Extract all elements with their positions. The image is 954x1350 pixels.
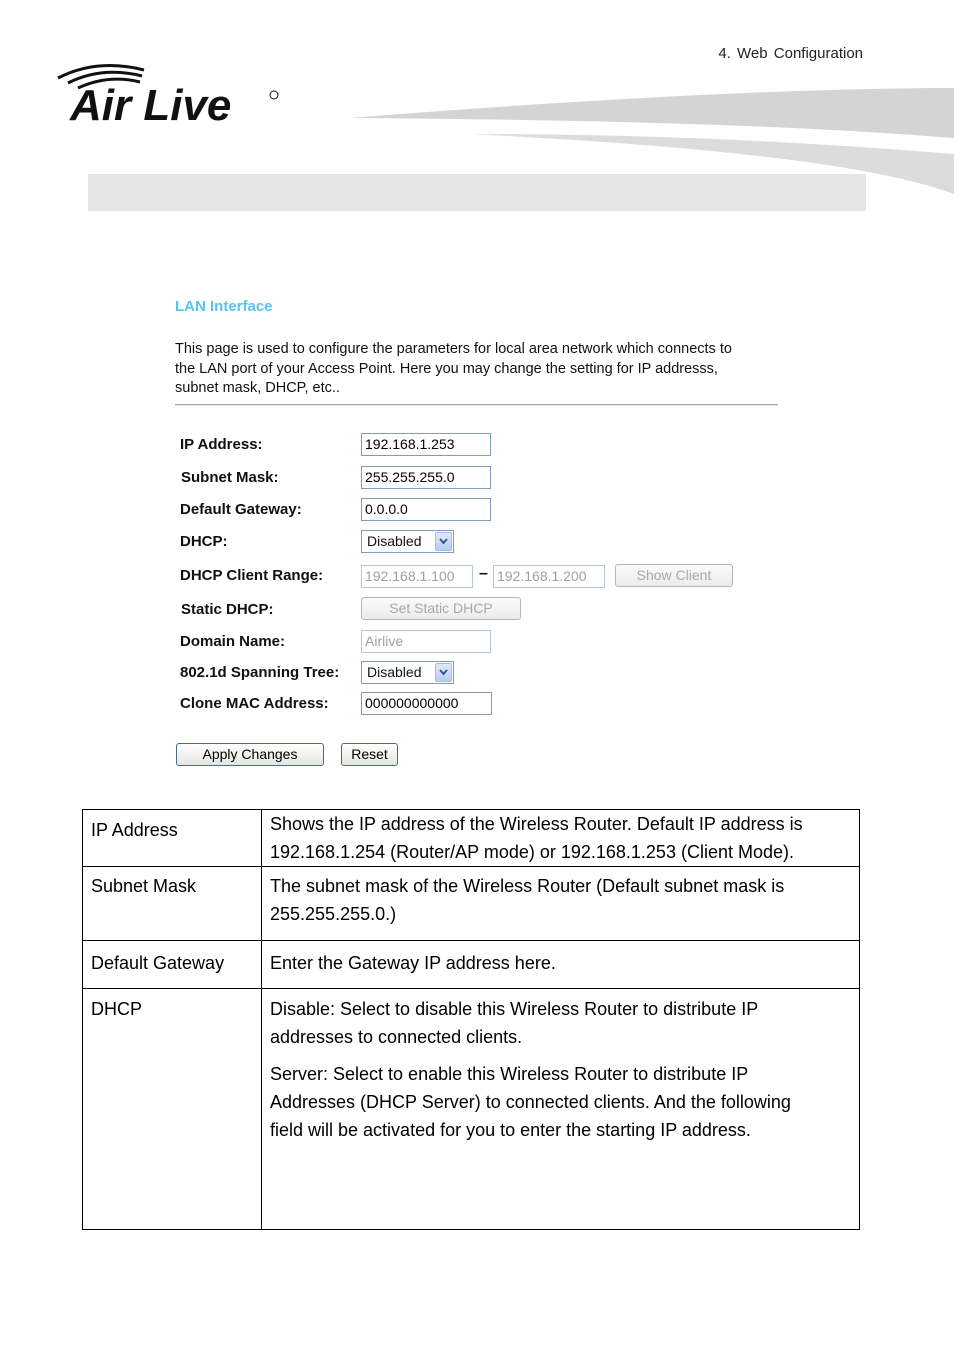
panel-title: LAN Interface [175, 298, 273, 315]
term-cell: Default Gateway [83, 941, 262, 989]
description-line: field will be activated for you to enter the starting IP address. [270, 1120, 751, 1140]
description-cell [262, 989, 860, 1230]
dhcp-range-end-input[interactable]: 192.168.1.200 [493, 565, 605, 588]
ip-address-input[interactable]: 192.168.1.253 [361, 433, 491, 456]
description-line: The subnet mask of the Wireless Router (Default subnet mask is [270, 876, 785, 896]
spanning-tree-label: 802.1d Spanning Tree: [180, 664, 340, 681]
chevron-down-icon[interactable] [435, 532, 452, 551]
domain-name-label: Domain Name: [180, 633, 286, 650]
table-row [83, 810, 860, 867]
dhcp-client-range-label: DHCP Client Range: [180, 567, 324, 584]
dhcp-select-value: Disabled [367, 533, 422, 549]
dhcp-range-start-input[interactable]: 192.168.1.100 [361, 565, 473, 588]
domain-name-input[interactable]: Airlive [361, 630, 491, 653]
clone-mac-label: Clone MAC Address: [180, 695, 329, 712]
term-cell: IP Address [83, 810, 262, 867]
description-cell [262, 810, 860, 867]
static-dhcp-label: Static DHCP: [181, 601, 274, 618]
description-line: the LAN port of your Access Point. Here you may change the setting for IP addresss, [175, 360, 718, 377]
description-line: Disable: Select to disable this Wireless Router to distribute IP [270, 999, 759, 1019]
subnet-mask-label: Subnet Mask: [181, 469, 279, 486]
description-cell: Enter the Gateway IP address here. [262, 941, 860, 989]
set-static-dhcp-button[interactable]: Set Static DHCP [361, 597, 521, 620]
default-gateway-label: Default Gateway: [180, 501, 302, 518]
field-description-table [82, 809, 860, 1230]
dhcp-select[interactable] [361, 530, 454, 553]
default-gateway-input[interactable]: 0.0.0.0 [361, 498, 491, 521]
range-separator: – [479, 565, 488, 582]
divider [175, 404, 778, 406]
table-row [83, 989, 860, 1230]
airlive-logo [52, 58, 282, 128]
panel-description [175, 340, 781, 399]
description-line: addresses to connected clients. [270, 1027, 523, 1047]
description-line: Addresses (DHCP Server) to connected clients. And the following [270, 1092, 791, 1112]
clone-mac-input[interactable]: 000000000000 [361, 692, 492, 715]
chevron-down-icon[interactable] [435, 663, 452, 682]
term-cell: Subnet Mask [83, 867, 262, 941]
spanning-tree-select[interactable] [361, 661, 454, 684]
description-line: 192.168.1.254 (Router/AP mode) or 192.168.1.253 (Client Mode). [270, 842, 794, 862]
chapter-header: 4. Web Configuration [718, 45, 863, 62]
section-heading-bar [88, 174, 866, 211]
table-row [83, 867, 860, 941]
description-line: Shows the IP address of the Wireless Router. Default IP address is [270, 814, 803, 834]
description-line: subnet mask, DHCP, etc.. [175, 380, 340, 396]
show-client-button[interactable]: Show Client [615, 564, 733, 587]
ip-address-label: IP Address: [180, 436, 263, 453]
description-line: Server: Select to enable this Wireless Router to distribute IP [270, 1064, 749, 1084]
description-line: 255.255.255.0.) [270, 904, 397, 924]
spanning-tree-select-value: Disabled [367, 664, 422, 680]
term-cell: DHCP [83, 989, 262, 1230]
subnet-mask-input[interactable]: 255.255.255.0 [361, 466, 491, 489]
svg-text:Air Live: Air Live [70, 81, 232, 128]
dhcp-label: DHCP: [180, 533, 228, 550]
description-cell [262, 867, 860, 941]
apply-changes-button[interactable]: Apply Changes [176, 743, 324, 766]
table-row [83, 941, 860, 989]
description-line: This page is used to configure the parameters for local area network which connects to [175, 341, 732, 357]
reset-button[interactable]: Reset [341, 743, 398, 766]
